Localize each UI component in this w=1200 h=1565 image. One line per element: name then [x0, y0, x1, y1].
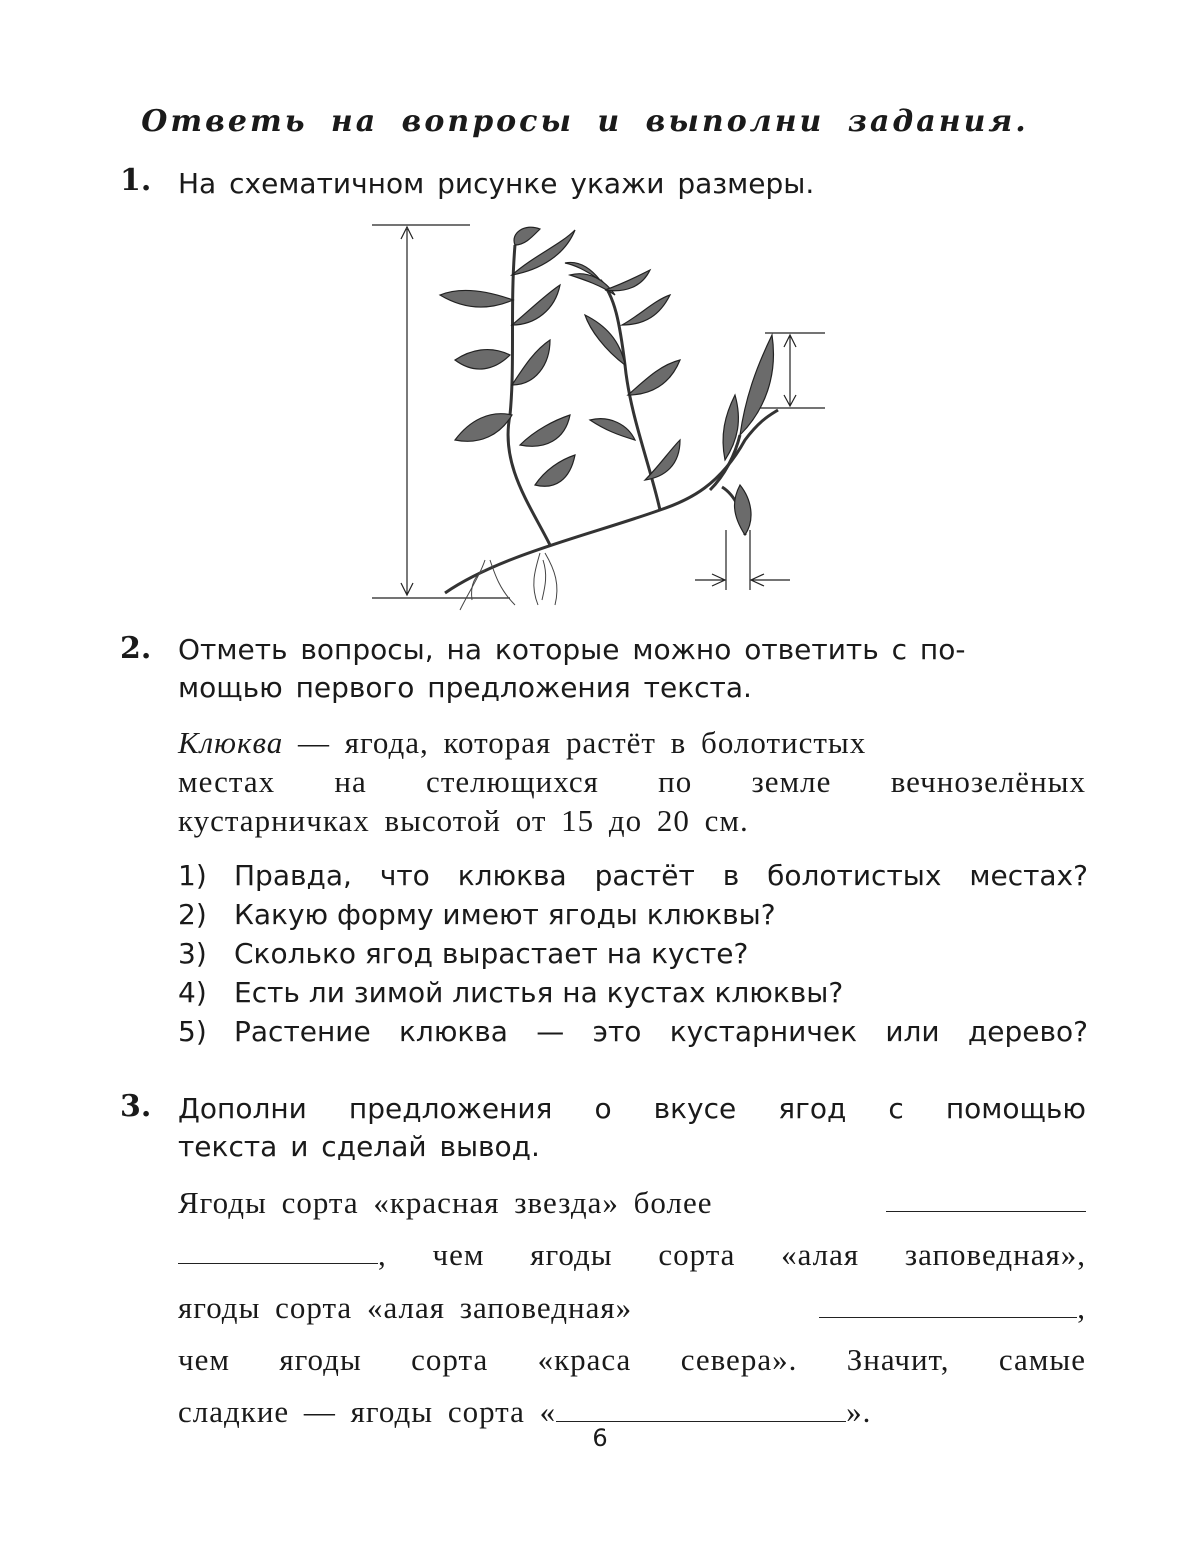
- fill-line-2: , чем ягоды сорта «алая заповедная»,: [178, 1237, 1086, 1273]
- fill-line-4: чем ягоды сорта «краса севера». Значит, самые: [178, 1342, 1086, 1377]
- task2-number: 2.: [120, 631, 152, 666]
- task1-text: На схематичном рисунке укажи размеры.: [178, 167, 815, 200]
- page-number: 6: [592, 1424, 608, 1452]
- answer-blank-1-continued[interactable]: [178, 1237, 378, 1264]
- list-item[interactable]: 1) Правда, что клюква растёт в болотистых местах?: [178, 859, 1088, 892]
- fill-line-3: ягоды сорта «алая заповедная» ,: [178, 1290, 1086, 1325]
- task2-text-line1: Отметь вопросы, на которые можно ответить с по-: [178, 633, 966, 666]
- answer-blank-3[interactable]: [556, 1395, 846, 1422]
- leaf-width-dimension: [695, 530, 790, 590]
- fill-line-5: сладкие — ягоды сорта « ».: [178, 1394, 872, 1429]
- task1-number: 1.: [120, 163, 152, 198]
- task3-text-line2: текста и сделай вывод.: [178, 1130, 540, 1163]
- list-item[interactable]: 5) Растение клюква — это кустарничек или дерево?: [178, 1015, 1088, 1048]
- list-item[interactable]: 4) Есть ли зимой листья на кустах клюквы?: [178, 976, 844, 1009]
- passage-line1: Клюква — ягода, которая растёт в болотистых: [178, 725, 867, 760]
- question-list: [178, 856, 1088, 1051]
- page-heading: Ответь на вопросы и выполни задания.: [141, 104, 1029, 139]
- task3-number: 3.: [120, 1089, 152, 1124]
- task3-text-line1: Дополни предложения о вкусе ягод с помощью: [178, 1092, 1086, 1125]
- fill-line-1: Ягоды сорта «красная звезда» более: [178, 1185, 1086, 1221]
- list-item[interactable]: 2) Какую форму имеют ягоды клюквы?: [178, 898, 776, 931]
- passage-term: Клюква: [178, 725, 284, 760]
- cranberry-plant-illustration: [360, 215, 830, 615]
- passage-line3: кустарничках высотой от 15 до 20 см.: [178, 803, 749, 838]
- list-item[interactable]: 3) Сколько ягод вырастает на кусте?: [178, 937, 749, 970]
- passage-line2: местах на стелющихся по земле вечнозелёных: [178, 764, 1086, 799]
- answer-blank-1[interactable]: [886, 1185, 1086, 1212]
- task2-text-line2: мощью первого предложения текста.: [178, 671, 752, 704]
- plant-height-dimension: [372, 225, 510, 598]
- answer-blank-2[interactable]: [819, 1291, 1077, 1318]
